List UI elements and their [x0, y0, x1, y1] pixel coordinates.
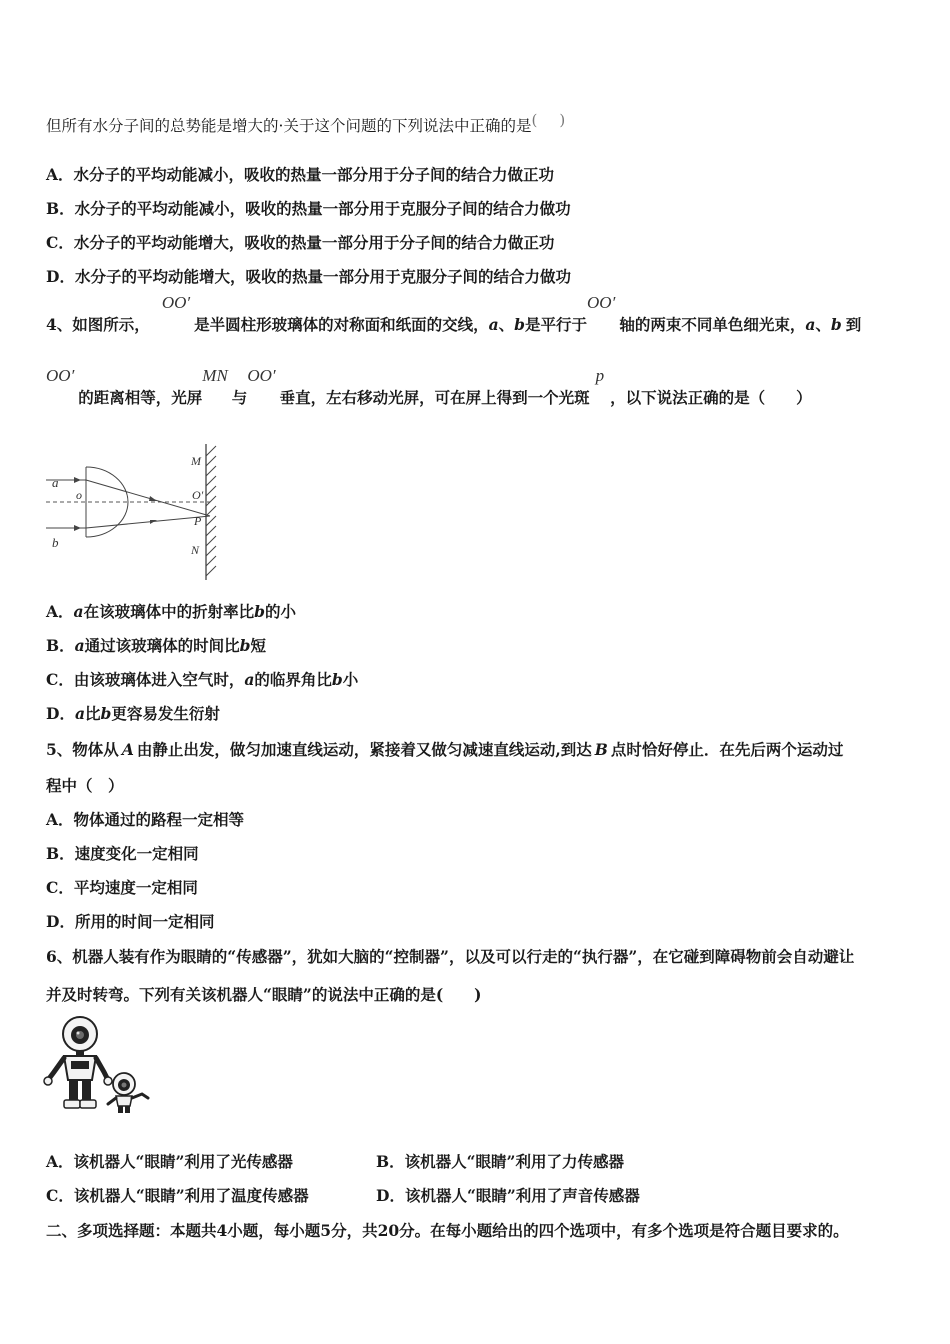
robot-image: [42, 1014, 154, 1116]
q6-stem-line2: 并及时转弯。下列有关该机器人“眼睛”的说法中正确的是( ): [46, 985, 482, 1004]
q5-option-b[interactable]: B．速度变化一定相同: [46, 844, 199, 863]
q3-option-a[interactable]: A．水分子的平均动能减小，吸收的热量一部分用于分子间的结合力做正功: [46, 165, 555, 184]
q3-option-c[interactable]: C．水分子的平均动能增大，吸收的热量一部分用于分子间的结合力做正功: [46, 233, 555, 252]
answer-paren-close: ): [559, 111, 566, 129]
q4-stem-line2: OO′的距离相等，光屏MN与OO′垂直，左右移动光屏，可在屏上得到一个光斑p，以下说法正确的是（ ）: [46, 366, 812, 407]
q4-option-b[interactable]: B．a通过该玻璃体的时间比b短: [46, 636, 267, 655]
oo-prime-symbol: OO′: [46, 366, 75, 385]
q4-stem-line1: 4、如图所示，OO′是半圆柱形玻璃体的对称面和纸面的交线，a、b是平行于OO′轴的两束不同单色细光束，a、b 到: [46, 293, 862, 334]
q5-stem-line2: 程中（ ）: [46, 776, 124, 795]
fig-label-o-prime: O′: [192, 488, 204, 502]
q3-option-b[interactable]: B．水分子的平均动能减小，吸收的热量一部分用于克服分子间的结合力做功: [46, 199, 571, 218]
q6-option-a[interactable]: A．该机器人“眼睛”利用了光传感器: [46, 1152, 293, 1171]
fig-label-b: b: [52, 535, 59, 550]
q5-stem-line1: 5、物体从 A 由静止出发，做匀加速直线运动，紧接着又做匀减速直线运动,到达 B 点时恰好停止．在先后两个运动过: [46, 740, 844, 759]
q4-option-a[interactable]: A．a在该玻璃体中的折射率比b的小: [46, 602, 296, 621]
q3-option-d[interactable]: D．水分子的平均动能增大，吸收的热量一部分用于克服分子间的结合力做功: [46, 267, 571, 286]
q6-option-b[interactable]: B．该机器人“眼睛”利用了力传感器: [376, 1152, 624, 1171]
section-2-heading: 二、多项选择题：本题共4小题，每小题5分，共20分。在每小题给出的四个选项中，有多个选项是符合题目要求的。: [46, 1221, 849, 1240]
q6-stem-line1: 6、机器人装有作为眼睛的“传感器”，犹如大脑的“控制器”，以及可以行走的“执行器”，在它碰到障碍物前会自动避让: [46, 947, 855, 966]
answer-paren-open: (: [531, 111, 538, 129]
q3-stem: 但所有水分子间的总势能是增大的·关于这个问题的下列说法中正确的是( ): [46, 111, 566, 135]
optics-figure: [44, 440, 234, 590]
q5-option-d[interactable]: D．所用的时间一定相同: [46, 912, 215, 931]
fig-label-m: M: [191, 454, 201, 468]
q6-option-d[interactable]: D．该机器人“眼睛”利用了声音传感器: [376, 1186, 640, 1205]
oo-prime-symbol: OO′: [247, 366, 276, 385]
fig-label-n: N: [191, 543, 200, 557]
fig-label-p: P: [194, 514, 202, 528]
oo-prime-symbol: OO′: [161, 293, 191, 312]
q5-option-a[interactable]: A．物体通过的路程一定相等: [46, 810, 245, 829]
q4-option-d[interactable]: D．a比b更容易发生衍射: [46, 704, 220, 723]
q5-option-c[interactable]: C．平均速度一定相同: [46, 878, 198, 897]
q4-option-c[interactable]: C．由该玻璃体进入空气时，a的临界角比b小: [46, 670, 359, 689]
fig-label-a: a: [52, 475, 59, 490]
fig-label-o: o: [76, 488, 82, 502]
q6-option-c[interactable]: C．该机器人“眼睛”利用了温度传感器: [46, 1186, 309, 1205]
mn-symbol: MN: [202, 366, 228, 385]
oo-prime-symbol: OO′: [587, 293, 616, 312]
p-symbol: p: [595, 366, 605, 385]
